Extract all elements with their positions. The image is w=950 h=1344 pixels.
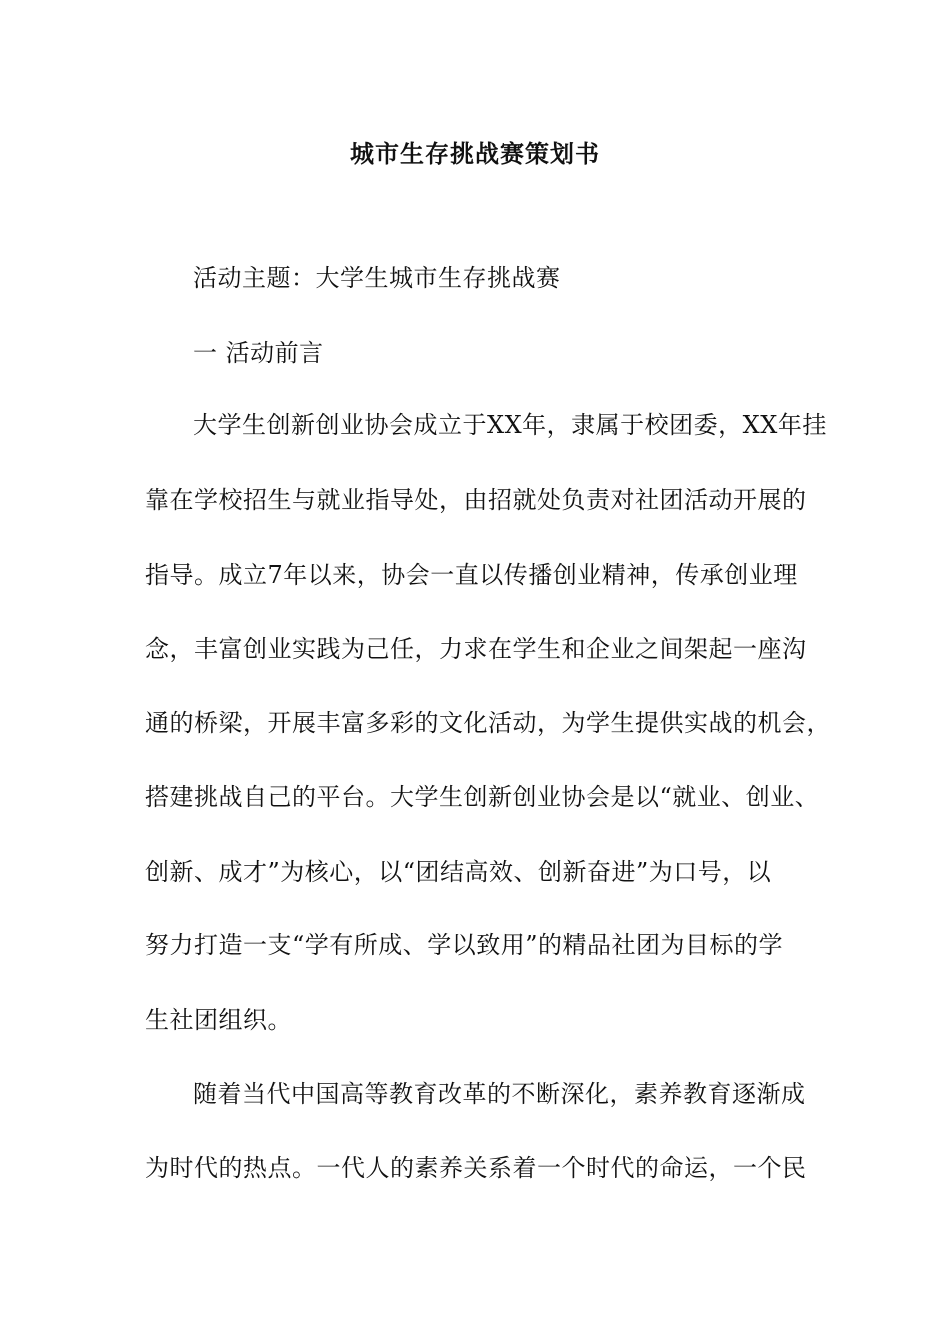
paragraph-line: 随着当代中国高等教育改革的不断深化，素养教育逐渐成 (193, 1080, 806, 1108)
paragraph-line: 通的桥梁，开展丰富多彩的文化活动，为学生提供实战的机会， (145, 709, 831, 737)
paragraph-line: 搭建挑战自己的平台。大学生创新创业协会是以“就业、创业、 (145, 783, 820, 811)
paragraph-line: 念，丰富创业实践为己任，力求在学生和企业之间架起一座沟 (145, 635, 807, 663)
paragraph-line: 为时代的热点。一代人的素养关系着一个时代的命运，一个民 (145, 1154, 807, 1182)
section-heading: 一 活动前言 (193, 339, 324, 367)
paragraph-line: 生社团组织。 (145, 1006, 292, 1034)
theme-line: 活动主题：大学生城市生存挑战赛 (193, 264, 561, 292)
document-title: 城市生存挑战赛策划书 (350, 139, 600, 168)
paragraph-line: 靠在学校招生与就业指导处，由招就处负责对社团活动开展的 (145, 486, 807, 514)
paragraph-line: 指导。成立7年以来，协会一直以传播创业精神，传承创业理 (145, 561, 798, 589)
paragraph-line: 努力打造一支“学有所成、学以致用”的精品社团为目标的学 (145, 931, 784, 959)
paragraph-line: 大学生创新创业协会成立于XX年，隶属于校团委，XX年挂 (193, 411, 827, 439)
paragraph-line: 创新、成才”为核心，以“团结高效、创新奋进”为口号，以 (145, 858, 772, 886)
